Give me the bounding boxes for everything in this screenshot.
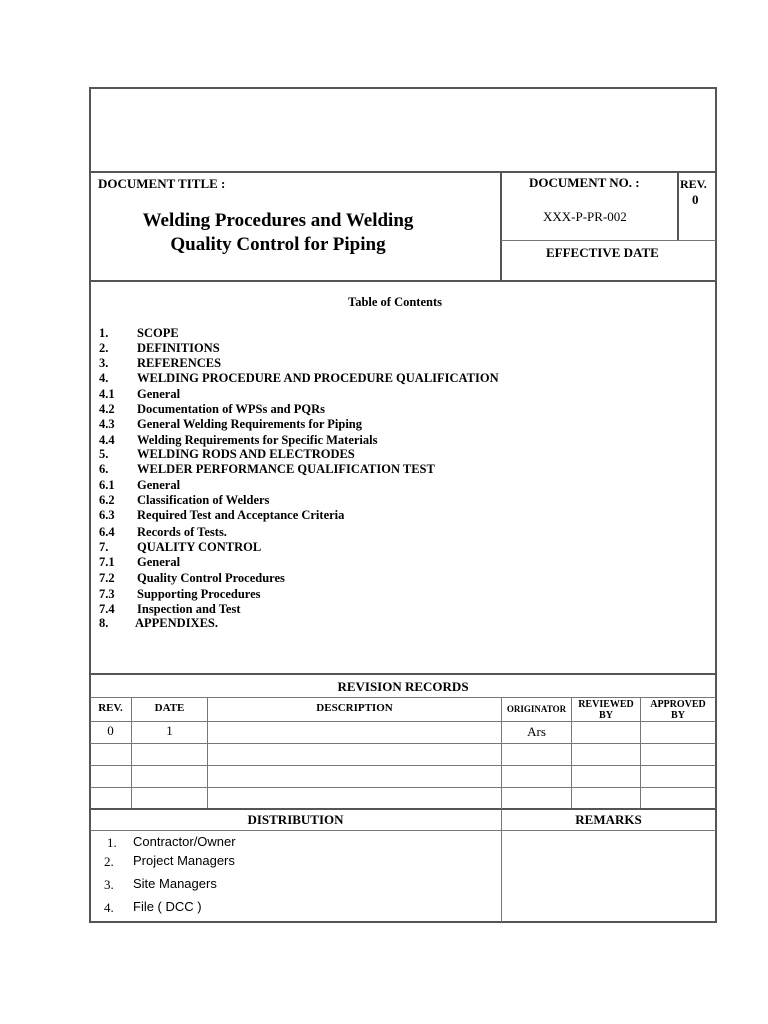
toc-item-num: 7.3 (99, 587, 115, 601)
row-originator: Ars (527, 724, 546, 739)
toc-item-num: 4. (99, 371, 109, 385)
toc-item-num: 7.4 (99, 602, 115, 616)
col-header-rev: REV. (98, 702, 123, 714)
header-bottom-divider (89, 280, 717, 282)
frame-right-border (715, 87, 717, 923)
rev-label: REV. (680, 177, 707, 191)
col-header-description: DESCRIPTION (316, 702, 393, 714)
revision-bottom-divider (89, 808, 717, 810)
rev-value: 0 (692, 192, 699, 207)
toc-item-num: 4.4 (99, 433, 115, 447)
header-top-divider (89, 171, 717, 173)
revision-records-heading: REVISION RECORDS (337, 679, 469, 694)
list-item: Contractor/Owner (133, 834, 236, 849)
list-item-num: 2. (104, 854, 114, 869)
header-rev-divider (677, 171, 679, 241)
toc-item-num: 4.2 (99, 402, 115, 416)
toc-item-text: General (137, 555, 181, 569)
toc-item-num: 6.3 (99, 508, 115, 522)
toc-item-text: WELDING RODS AND ELECTRODES (137, 447, 355, 461)
revision-row-divider-3 (90, 787, 716, 788)
toc-item-text: Welding Requirements for Specific Materials (137, 433, 378, 447)
col-header-approved-line1: APPROVED (650, 699, 706, 710)
toc-item-num: 1. (99, 326, 109, 340)
col-header-approved (641, 699, 715, 721)
toc-item-text: General (137, 387, 181, 401)
col-header-originator: ORIGINATOR (506, 704, 567, 714)
toc-item-text: Documentation of WPSs and PQRs (137, 402, 325, 416)
toc-item-num: 6. (99, 462, 109, 476)
remarks-heading: REMARKS (575, 812, 642, 827)
header-effective-divider (501, 240, 716, 241)
list-item-num: 1. (107, 835, 117, 850)
toc-item-text: General (137, 478, 181, 492)
list-item-num: 3. (104, 877, 114, 892)
toc-item-text: REFERENCES (137, 356, 222, 370)
distribution-heading: DISTRIBUTION (247, 812, 344, 827)
toc-item-text: WELDING PROCEDURE AND PROCEDURE QUALIFICATION (137, 371, 499, 385)
toc-item-num: 3. (99, 356, 109, 370)
revision-row-divider-2 (90, 765, 716, 766)
list-item-num: 4. (104, 900, 114, 915)
revision-row-divider-1 (90, 743, 716, 744)
toc-item-num: 2. (99, 341, 109, 355)
toc-item-num: 7.2 (99, 571, 115, 585)
col-header-reviewed-line2: BY (599, 710, 613, 721)
header-title-divider (500, 171, 502, 282)
toc-item-text: Required Test and Acceptance Criteria (137, 508, 345, 522)
toc-item-num: 5. (99, 447, 109, 461)
toc-item-num: 7. (99, 540, 109, 554)
document-title-label: DOCUMENT TITLE : (98, 176, 226, 191)
toc-item-text: APPENDIXES. (135, 616, 218, 630)
toc-item-num: 6.2 (99, 493, 115, 507)
frame-bottom-border (89, 921, 717, 923)
toc-item-text: Classification of Welders (137, 493, 270, 507)
toc-item-num: 6.1 (99, 478, 115, 492)
toc-item-text: QUALITY CONTROL (137, 540, 262, 554)
col-header-approved-line2: BY (671, 710, 685, 721)
toc-bottom-divider (89, 673, 717, 675)
list-item: File ( DCC ) (133, 899, 202, 914)
col-header-date: DATE (154, 702, 185, 714)
document-title (78, 209, 478, 257)
toc-item-num: 6.4 (99, 525, 115, 539)
col-header-reviewed (572, 699, 640, 721)
row-date: 1 (166, 723, 173, 738)
effective-date-label: EFFECTIVE DATE (546, 245, 659, 260)
toc-heading: Table of Contents (348, 295, 442, 309)
toc-item-text: General Welding Requirements for Piping (137, 417, 363, 431)
toc-item-num: 4.3 (99, 417, 115, 431)
document-no-label: DOCUMENT NO. : (529, 175, 640, 190)
frame-top-border (89, 87, 717, 89)
document-title-line1: Welding Procedures and Welding (142, 210, 414, 231)
revision-header-divider (90, 721, 716, 722)
toc-item-text: Quality Control Procedures (137, 571, 285, 585)
document-no-value: XXX-P-PR-002 (543, 209, 627, 224)
document-title-line2: Quality Control for Piping (170, 234, 386, 255)
toc-item-num: 7.1 (99, 555, 115, 569)
revision-heading-divider (90, 697, 716, 698)
toc-item-text: WELDER PERFORMANCE QUALIFICATION TEST (137, 462, 435, 476)
toc-item-num: 4.1 (99, 387, 115, 401)
row-rev: 0 (107, 723, 114, 738)
toc-item-text: Records of Tests. (137, 525, 227, 539)
col-header-reviewed-line1: REVIEWED (578, 699, 634, 710)
distribution-heading-divider (90, 830, 716, 831)
toc-item-num: 8. (99, 616, 109, 630)
toc-item-text: Inspection and Test (137, 602, 241, 616)
toc-item-text: SCOPE (137, 326, 179, 340)
toc-item-text: Supporting Procedures (137, 587, 261, 601)
list-item: Site Managers (133, 876, 217, 891)
toc-item-text: DEFINITIONS (137, 341, 220, 355)
list-item: Project Managers (133, 853, 235, 868)
